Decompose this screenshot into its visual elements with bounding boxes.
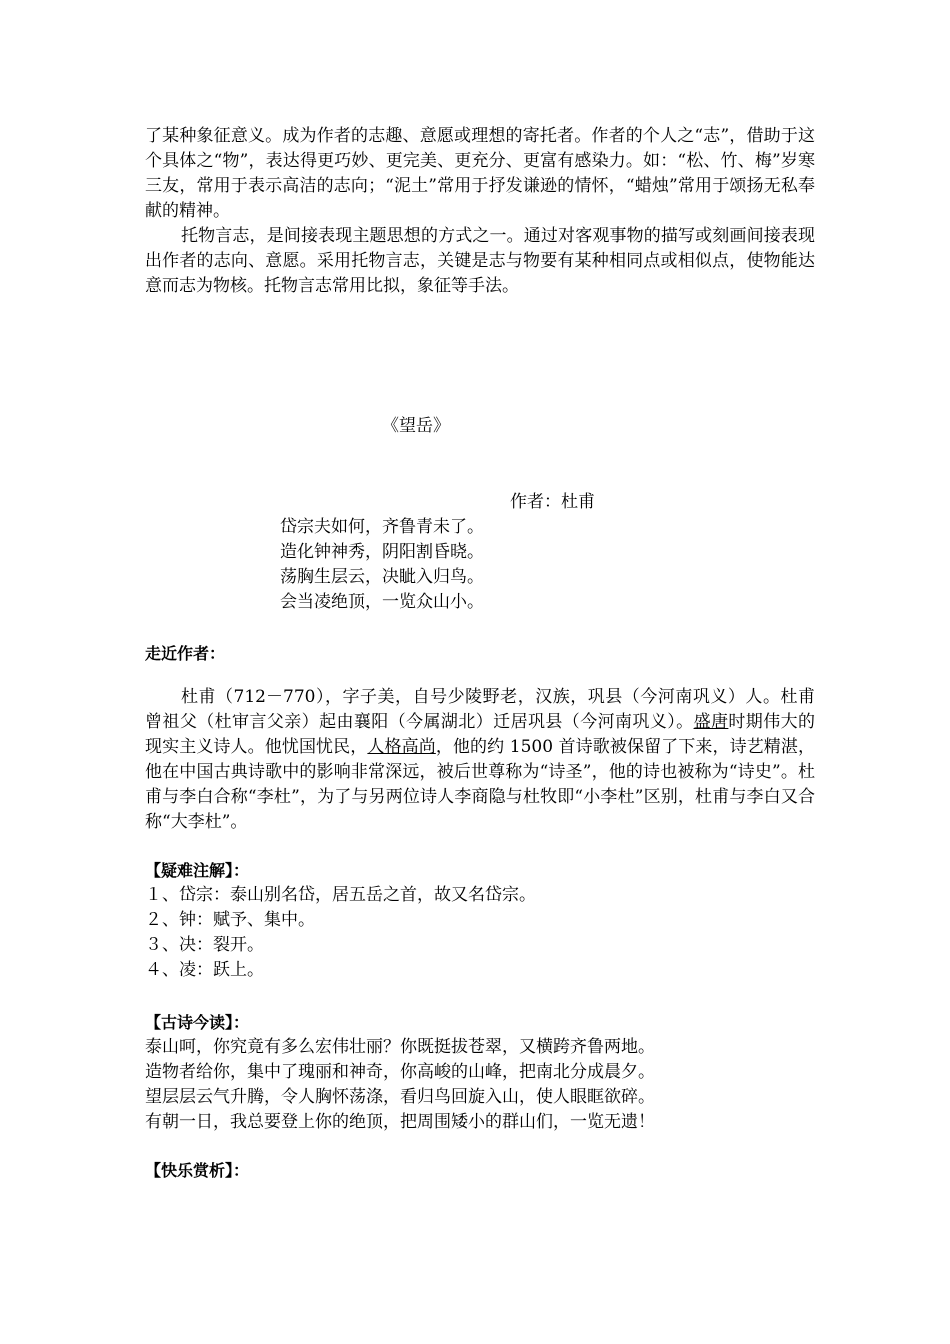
appreciation-heading: 【快乐赏析】： (145, 1161, 250, 1180)
intro-paragraph-1: 了某种象征意义。成为作者的志趣、意愿或理想的寄托者。作者的个人之“志”，借助于这个具体之“物”，表达得更巧妙、更完美、更充分、更富有感染力。如：“松、竹、梅”岁寒三友，常用于表示高洁的志向；“泥土”常用于抒发谦逊的情怀，“蜡烛”常用于颂扬无私奉献的精神。 (145, 126, 815, 221)
modern-line: 造物者给你，集中了瑰丽和神奇，你高峻的山峰，把南北分成晨夕。 (145, 1062, 655, 1082)
notes-list (145, 883, 536, 983)
poem-author: 作者：杜甫 (510, 492, 595, 512)
modern-line: 有朝一日，我总要登上你的绝顶，把周围矮小的群山们，一览无遗！ (145, 1112, 655, 1132)
poem-body (280, 515, 484, 615)
intro-paragraph-2: 托物言志，是间接表现主题思想的方式之一。通过对客观事物的描写或刻画间接表现出作者的志向、意愿。采用托物言志，关键是志与物要有某种相同点或相似点，使物能达意而志为物核。托物言志常用比拟，象征等手法。 (145, 226, 815, 296)
bio-text: ，他的约 1500 首诗歌被保留了下来，诗艺精湛，他在中国古典诗歌中的影响非常深远，被后世尊称为“诗圣”，他的诗也被称为“诗史”。杜甫与李白合称“李杜”，为了与另两位诗人李商隐与杜牧即“小李杜”区别，杜甫与李白又合称“大李杜”。 (145, 737, 816, 832)
notes-section-heading: 【疑难注解】： (145, 861, 250, 880)
bio-text: 杜甫（712－770），字子美，自号少陵野老，汉族，巩县（今河南巩义）人。杜甫曾祖父（杜审言父亲）起由襄阳（今属湖北）迁居巩县（今河南巩义）。 (145, 687, 815, 732)
note-item: ２、钟：赋予、集中。 (145, 910, 315, 930)
shengtang-link[interactable]: 盛唐 (693, 712, 729, 732)
author-bio (145, 685, 815, 835)
poem-line: 岱宗夫如何，齐鲁青未了。 (280, 517, 484, 537)
note-item: １、岱宗：泰山别名岱，居五岳之首，故又名岱宗。 (145, 885, 536, 905)
modern-reading-body (145, 1035, 655, 1135)
bio-text: 时期伟大的现实主义诗人。他忧国忧民， (145, 712, 816, 757)
modern-line: 望层层云气升腾，令人胸怀荡涤，看归鸟回旋入山，使人眼眶欲碎。 (145, 1087, 655, 1107)
poem-line: 会当凌绝顶，一览众山小。 (280, 592, 484, 612)
note-item: ４、凌：跃上。 (145, 960, 264, 980)
author-section-heading: 走近作者： (145, 644, 226, 663)
modern-line: 泰山呵，你究竟有多么宏伟壮丽？你既挺拔苍翠，又横跨齐鲁两地。 (145, 1037, 655, 1057)
note-item: ３、决：裂开。 (145, 935, 264, 955)
poem-line: 造化钟神秀，阴阳割昏晓。 (280, 542, 484, 562)
poem-title: 《望岳》 (382, 416, 450, 436)
intro-section (145, 124, 815, 299)
modern-reading-heading: 【古诗今读】： (145, 1013, 250, 1032)
poem-line: 荡胸生层云，决眦入归鸟。 (280, 567, 484, 587)
renge-gaoshang-link[interactable]: 人格高尚 (367, 737, 436, 757)
